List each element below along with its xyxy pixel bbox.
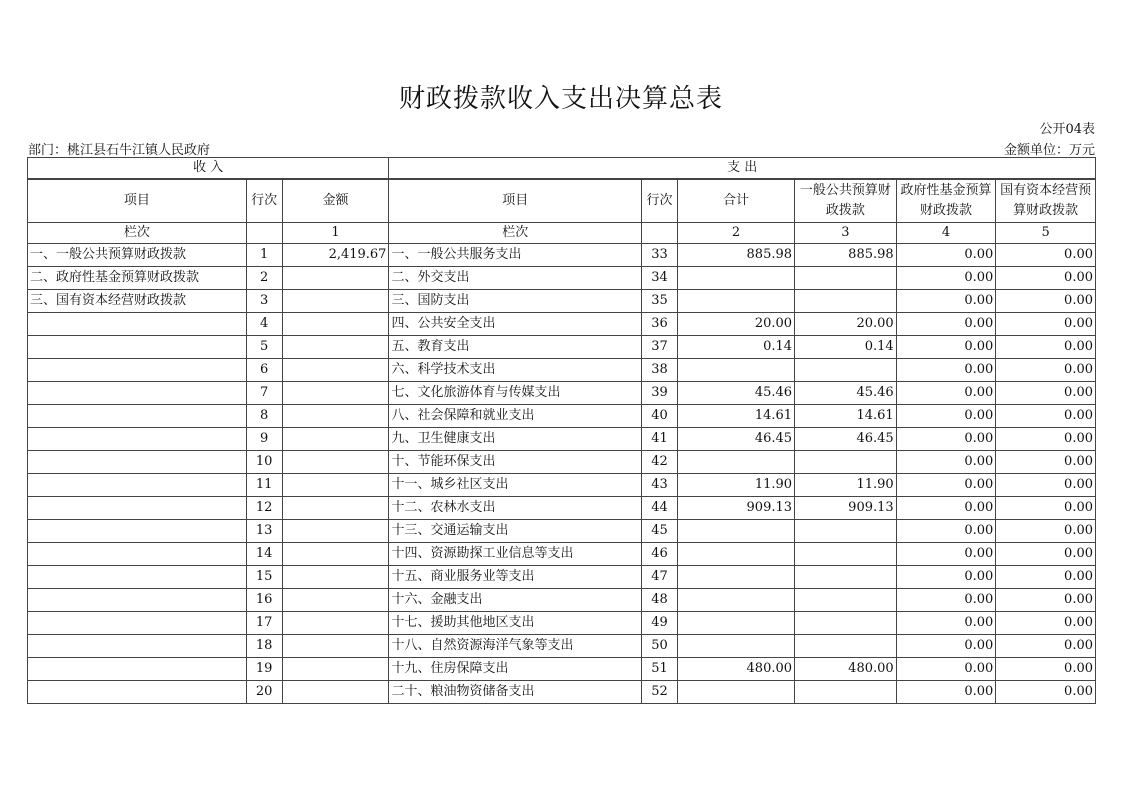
state-capital-cell: 0.00 [996, 267, 1096, 290]
total-header: 合计 [677, 179, 794, 223]
income-item-cell [28, 451, 247, 474]
expense-row-no-cell: 46 [642, 543, 678, 566]
expense-item-cell: 十一、城乡社区支出 [389, 474, 642, 497]
gov-fund-cell: 0.00 [896, 428, 996, 451]
income-row-no-cell: 11 [246, 474, 282, 497]
gov-fund-cell: 0.00 [896, 658, 996, 681]
expense-item-cell: 十九、住房保障支出 [389, 658, 642, 681]
expense-row-no-cell: 43 [642, 474, 678, 497]
income-item-cell [28, 474, 247, 497]
expense-item-cell: 一、一般公共服务支出 [389, 244, 642, 267]
income-row-no-cell: 13 [246, 520, 282, 543]
general-budget-cell [795, 267, 897, 290]
table-row [28, 428, 1096, 451]
income-amount-cell [282, 589, 389, 612]
income-amount-cell [282, 658, 389, 681]
expense-row-no-cell: 36 [642, 313, 678, 336]
table-row [28, 336, 1096, 359]
income-item-cell [28, 336, 247, 359]
income-amount-cell [282, 451, 389, 474]
gov-fund-cell: 0.00 [896, 566, 996, 589]
total-cell [677, 681, 794, 704]
state-capital-cell: 0.00 [996, 405, 1096, 428]
expense-row-no-cell: 38 [642, 359, 678, 382]
income-amount-cell [282, 267, 389, 290]
expense-item-cell: 二十、粮油物资储备支出 [389, 681, 642, 704]
table-row [28, 405, 1096, 428]
gov-fund-cell: 0.00 [896, 612, 996, 635]
income-item-cell [28, 566, 247, 589]
expense-row-no-cell: 37 [642, 336, 678, 359]
state-capital-cell: 0.00 [996, 336, 1096, 359]
income-amount-cell [282, 520, 389, 543]
total-cell [677, 290, 794, 313]
table-row [28, 382, 1096, 405]
income-item-header: 项目 [28, 179, 247, 223]
expense-item-cell: 十三、交通运输支出 [389, 520, 642, 543]
table-row [28, 290, 1096, 313]
total-cell [677, 267, 794, 290]
expense-lanci-label: 栏次 [389, 223, 642, 244]
total-cell [677, 612, 794, 635]
total-cell [677, 635, 794, 658]
total-cell [677, 451, 794, 474]
expense-row-no-cell: 52 [642, 681, 678, 704]
expense-row-no-cell: 39 [642, 382, 678, 405]
expense-row-no-cell: 51 [642, 658, 678, 681]
unit-label: 金额单位：万元 [1003, 143, 1095, 158]
section-header-row [28, 158, 1096, 180]
expense-col-5: 5 [996, 223, 1096, 244]
expense-row-no-cell: 47 [642, 566, 678, 589]
general-budget-cell [795, 635, 897, 658]
expense-item-cell: 七、文化旅游体育与传媒支出 [389, 382, 642, 405]
state-capital-cell: 0.00 [996, 497, 1096, 520]
expense-row-no-cell: 49 [642, 612, 678, 635]
expense-row-no-cell: 42 [642, 451, 678, 474]
table-row [28, 681, 1096, 704]
expense-item-cell: 十、节能环保支出 [389, 451, 642, 474]
general-budget-cell [795, 359, 897, 382]
table-row [28, 566, 1096, 589]
gov-fund-cell: 0.00 [896, 497, 996, 520]
income-row-no-cell: 16 [246, 589, 282, 612]
income-lanci-empty [246, 223, 282, 244]
state-capital-cell: 0.00 [996, 520, 1096, 543]
state-capital-header: 国有资本经营预算财政拨款 [996, 179, 1096, 223]
table-row [28, 497, 1096, 520]
page-title: 财政拨款收入支出决算总表 [398, 84, 723, 114]
expense-col-2: 2 [677, 223, 794, 244]
expense-item-cell: 十八、自然资源海洋气象等支出 [389, 635, 642, 658]
general-budget-cell [795, 681, 897, 704]
general-budget-cell: 20.00 [795, 313, 897, 336]
table-row [28, 359, 1096, 382]
income-amount-header: 金额 [282, 179, 389, 223]
general-budget-cell: 11.90 [795, 474, 897, 497]
general-budget-cell [795, 543, 897, 566]
general-budget-cell: 45.46 [795, 382, 897, 405]
table-row [28, 474, 1096, 497]
total-cell [677, 589, 794, 612]
total-cell [677, 520, 794, 543]
general-budget-cell [795, 612, 897, 635]
income-item-cell: 一、一般公共预算财政拨款 [28, 244, 247, 267]
state-capital-cell: 0.00 [996, 290, 1096, 313]
state-capital-cell: 0.00 [996, 382, 1096, 405]
income-amount-cell [282, 405, 389, 428]
total-cell [677, 359, 794, 382]
column-header-row [28, 179, 1096, 223]
state-capital-cell: 0.00 [996, 359, 1096, 382]
income-row-no-cell: 15 [246, 566, 282, 589]
expense-item-header: 项目 [389, 179, 642, 223]
income-item-cell [28, 612, 247, 635]
general-budget-cell: 909.13 [795, 497, 897, 520]
income-row-no-cell: 1 [246, 244, 282, 267]
general-budget-cell [795, 520, 897, 543]
total-cell: 11.90 [677, 474, 794, 497]
gov-fund-cell: 0.00 [896, 474, 996, 497]
gov-fund-cell: 0.00 [896, 405, 996, 428]
state-capital-cell: 0.00 [996, 474, 1096, 497]
income-row-no-cell: 10 [246, 451, 282, 474]
income-item-cell [28, 359, 247, 382]
income-row-no-cell: 7 [246, 382, 282, 405]
form-code: 公开04表 [1039, 122, 1095, 137]
income-item-cell [28, 635, 247, 658]
expense-row-no-cell: 34 [642, 267, 678, 290]
income-item-cell [28, 543, 247, 566]
department-label: 部门：桃江县石牛江镇人民政府 [28, 143, 211, 158]
income-amount-cell [282, 290, 389, 313]
state-capital-cell: 0.00 [996, 428, 1096, 451]
table-row [28, 244, 1096, 267]
table-row [28, 658, 1096, 681]
expense-item-cell: 四、公共安全支出 [389, 313, 642, 336]
income-amount-cell [282, 497, 389, 520]
income-item-cell [28, 658, 247, 681]
gov-fund-cell: 0.00 [896, 244, 996, 267]
income-item-cell [28, 497, 247, 520]
total-cell: 885.98 [677, 244, 794, 267]
income-item-cell [28, 382, 247, 405]
expense-item-cell: 六、科学技术支出 [389, 359, 642, 382]
total-cell: 46.45 [677, 428, 794, 451]
state-capital-cell: 0.00 [996, 543, 1096, 566]
income-lanci-label: 栏次 [28, 223, 247, 244]
income-row-no-cell: 12 [246, 497, 282, 520]
income-item-cell: 二、政府性基金预算财政拨款 [28, 267, 247, 290]
state-capital-cell: 0.00 [996, 635, 1096, 658]
income-row-no-cell: 20 [246, 681, 282, 704]
expense-section-header: 支 出 [389, 158, 1096, 180]
income-amount-cell [282, 566, 389, 589]
table-row [28, 589, 1096, 612]
table-row [28, 612, 1096, 635]
gov-fund-cell: 0.00 [896, 543, 996, 566]
income-amount-cell [282, 612, 389, 635]
general-budget-cell [795, 589, 897, 612]
income-row-no-cell: 18 [246, 635, 282, 658]
expense-row-no-cell: 35 [642, 290, 678, 313]
income-item-cell [28, 313, 247, 336]
expense-item-cell: 五、教育支出 [389, 336, 642, 359]
gov-fund-cell: 0.00 [896, 313, 996, 336]
total-cell: 480.00 [677, 658, 794, 681]
expense-row-no-cell: 48 [642, 589, 678, 612]
income-amount-cell [282, 382, 389, 405]
income-amount-cell: 2,419.67 [282, 244, 389, 267]
expense-row-no-cell: 45 [642, 520, 678, 543]
budget-table [27, 157, 1096, 704]
general-budget-cell [795, 566, 897, 589]
state-capital-cell: 0.00 [996, 313, 1096, 336]
total-cell: 14.61 [677, 405, 794, 428]
state-capital-cell: 0.00 [996, 589, 1096, 612]
gov-fund-cell: 0.00 [896, 359, 996, 382]
income-amount-cell [282, 635, 389, 658]
expense-row-no-cell: 40 [642, 405, 678, 428]
income-amount-cell [282, 359, 389, 382]
general-budget-cell: 14.61 [795, 405, 897, 428]
expense-lanci-empty [642, 223, 678, 244]
expense-item-cell: 二、外交支出 [389, 267, 642, 290]
income-row-no-header: 行次 [246, 179, 282, 223]
general-budget-cell [795, 451, 897, 474]
income-amount-cell [282, 543, 389, 566]
state-capital-cell: 0.00 [996, 244, 1096, 267]
state-capital-cell: 0.00 [996, 451, 1096, 474]
income-row-no-cell: 2 [246, 267, 282, 290]
gov-fund-cell: 0.00 [896, 267, 996, 290]
table-row [28, 451, 1096, 474]
state-capital-cell: 0.00 [996, 681, 1096, 704]
income-row-no-cell: 6 [246, 359, 282, 382]
general-budget-cell: 480.00 [795, 658, 897, 681]
general-budget-cell: 46.45 [795, 428, 897, 451]
income-item-cell [28, 428, 247, 451]
state-capital-cell: 0.00 [996, 612, 1096, 635]
income-item-cell [28, 681, 247, 704]
total-cell [677, 566, 794, 589]
general-budget-cell: 0.14 [795, 336, 897, 359]
income-item-cell [28, 405, 247, 428]
income-row-no-cell: 14 [246, 543, 282, 566]
income-item-cell: 三、国有资本经营财政拨款 [28, 290, 247, 313]
gov-fund-cell: 0.00 [896, 635, 996, 658]
income-row-no-cell: 17 [246, 612, 282, 635]
income-row-no-cell: 4 [246, 313, 282, 336]
income-amount-cell [282, 474, 389, 497]
general-budget-cell: 885.98 [795, 244, 897, 267]
gov-fund-header: 政府性基金预算财政拨款 [896, 179, 996, 223]
expense-row-no-cell: 41 [642, 428, 678, 451]
expense-row-no-cell: 50 [642, 635, 678, 658]
expense-item-cell: 十四、资源勘探工业信息等支出 [389, 543, 642, 566]
expense-col-3: 3 [795, 223, 897, 244]
column-index-row [28, 223, 1096, 244]
expense-row-no-cell: 44 [642, 497, 678, 520]
table-row [28, 267, 1096, 290]
expense-item-cell: 十七、援助其他地区支出 [389, 612, 642, 635]
income-item-cell [28, 520, 247, 543]
income-amount-cell [282, 428, 389, 451]
gov-fund-cell: 0.00 [896, 290, 996, 313]
gov-fund-cell: 0.00 [896, 451, 996, 474]
income-row-no-cell: 19 [246, 658, 282, 681]
gov-fund-cell: 0.00 [896, 336, 996, 359]
state-capital-cell: 0.00 [996, 658, 1096, 681]
income-col-1: 1 [282, 223, 389, 244]
expense-row-no-cell: 33 [642, 244, 678, 267]
total-cell: 909.13 [677, 497, 794, 520]
table-row [28, 520, 1096, 543]
total-cell: 0.14 [677, 336, 794, 359]
gov-fund-cell: 0.00 [896, 681, 996, 704]
income-item-cell [28, 589, 247, 612]
general-budget-header: 一般公共预算财政拨款 [795, 179, 897, 223]
income-amount-cell [282, 313, 389, 336]
income-row-no-cell: 9 [246, 428, 282, 451]
state-capital-cell: 0.00 [996, 566, 1096, 589]
income-row-no-cell: 3 [246, 290, 282, 313]
expense-item-cell: 十五、商业服务业等支出 [389, 566, 642, 589]
expense-col-4: 4 [896, 223, 996, 244]
income-row-no-cell: 5 [246, 336, 282, 359]
expense-item-cell: 八、社会保障和就业支出 [389, 405, 642, 428]
total-cell [677, 543, 794, 566]
general-budget-cell [795, 290, 897, 313]
income-section-header: 收 入 [28, 158, 389, 180]
expense-item-cell: 三、国防支出 [389, 290, 642, 313]
income-amount-cell [282, 336, 389, 359]
table-row [28, 635, 1096, 658]
gov-fund-cell: 0.00 [896, 382, 996, 405]
table-row [28, 543, 1096, 566]
income-row-no-cell: 8 [246, 405, 282, 428]
gov-fund-cell: 0.00 [896, 520, 996, 543]
gov-fund-cell: 0.00 [896, 589, 996, 612]
expense-item-cell: 十六、金融支出 [389, 589, 642, 612]
expense-item-cell: 十二、农林水支出 [389, 497, 642, 520]
expense-row-no-header: 行次 [642, 179, 678, 223]
income-amount-cell [282, 681, 389, 704]
table-row [28, 313, 1096, 336]
total-cell: 20.00 [677, 313, 794, 336]
total-cell: 45.46 [677, 382, 794, 405]
expense-item-cell: 九、卫生健康支出 [389, 428, 642, 451]
